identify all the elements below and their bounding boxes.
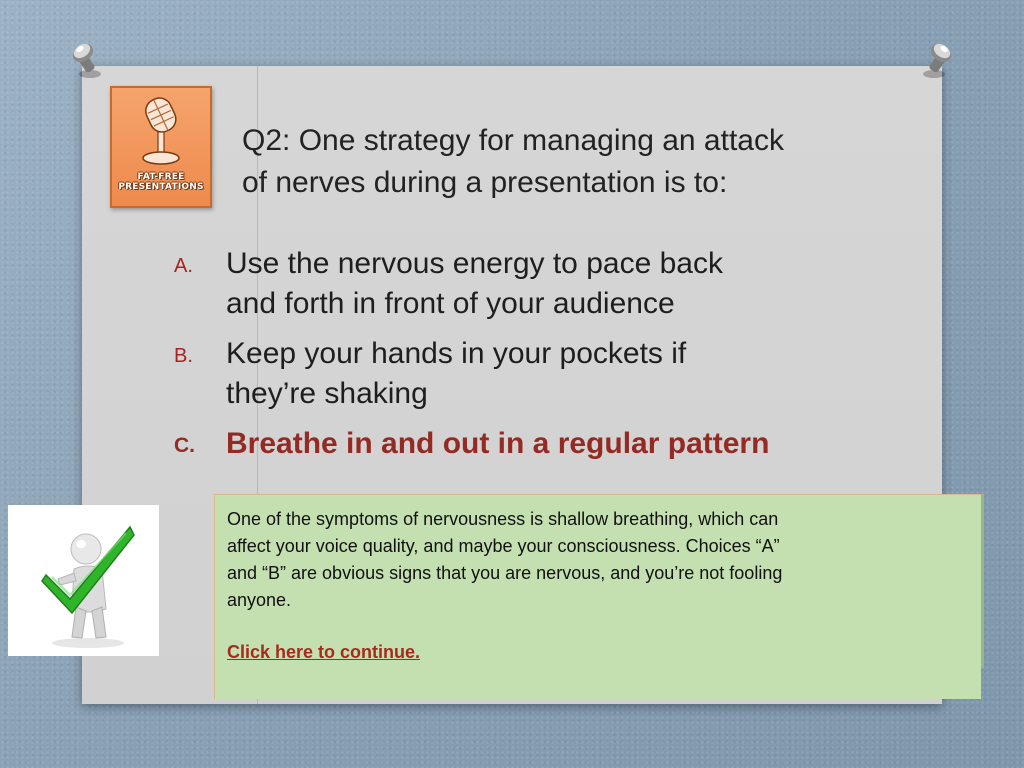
feedback-text [227, 506, 969, 614]
microphone-icon [112, 90, 210, 174]
feedback-text-line: and “B” are obvious signs that you are nervous, and you’re not fooling [227, 563, 783, 583]
logo-text [112, 172, 210, 192]
question-text [242, 120, 882, 204]
feedback-text-line: anyone. [227, 590, 292, 610]
answer-letter: A. [174, 255, 193, 277]
pushpin-icon [916, 40, 956, 80]
answer-text-line: and forth in front of your audience [226, 287, 675, 320]
answer-letter: B. [174, 345, 193, 367]
answer-text-line: Keep your hands in your pockets if [226, 337, 687, 370]
logo-text-line: PRESENTATIONS [118, 182, 204, 192]
checkmark-figure-icon [8, 505, 159, 656]
feedback-box [214, 494, 981, 699]
answer-option-a[interactable] [174, 244, 894, 324]
answer-option-b[interactable] [174, 334, 894, 414]
answer-text-line: Breathe in and out in a regular pattern [226, 427, 770, 460]
question-line: Q2: One strategy for managing an attack [242, 124, 784, 157]
checkmark-figure-card [8, 505, 159, 656]
continue-link[interactable]: Click here to continue. [227, 642, 421, 662]
answer-letter: C. [174, 434, 195, 457]
feedback-text-line: affect your voice quality, and maybe your consciousness. Choices “A” [227, 536, 780, 556]
answer-list [174, 244, 894, 474]
logo-text-line: FAT-FREE [137, 172, 185, 182]
question-line: of nerves during a presentation is to: [242, 166, 728, 199]
pushpin-icon [68, 40, 108, 80]
answer-text-line: Use the nervous energy to pace back [226, 247, 723, 280]
feedback-text-line: One of the symptoms of nervousness is shallow breathing, which can [227, 509, 779, 529]
answer-text-line: they’re shaking [226, 377, 428, 410]
answer-option-c[interactable] [174, 424, 894, 464]
fat-free-presentations-logo [110, 86, 212, 208]
